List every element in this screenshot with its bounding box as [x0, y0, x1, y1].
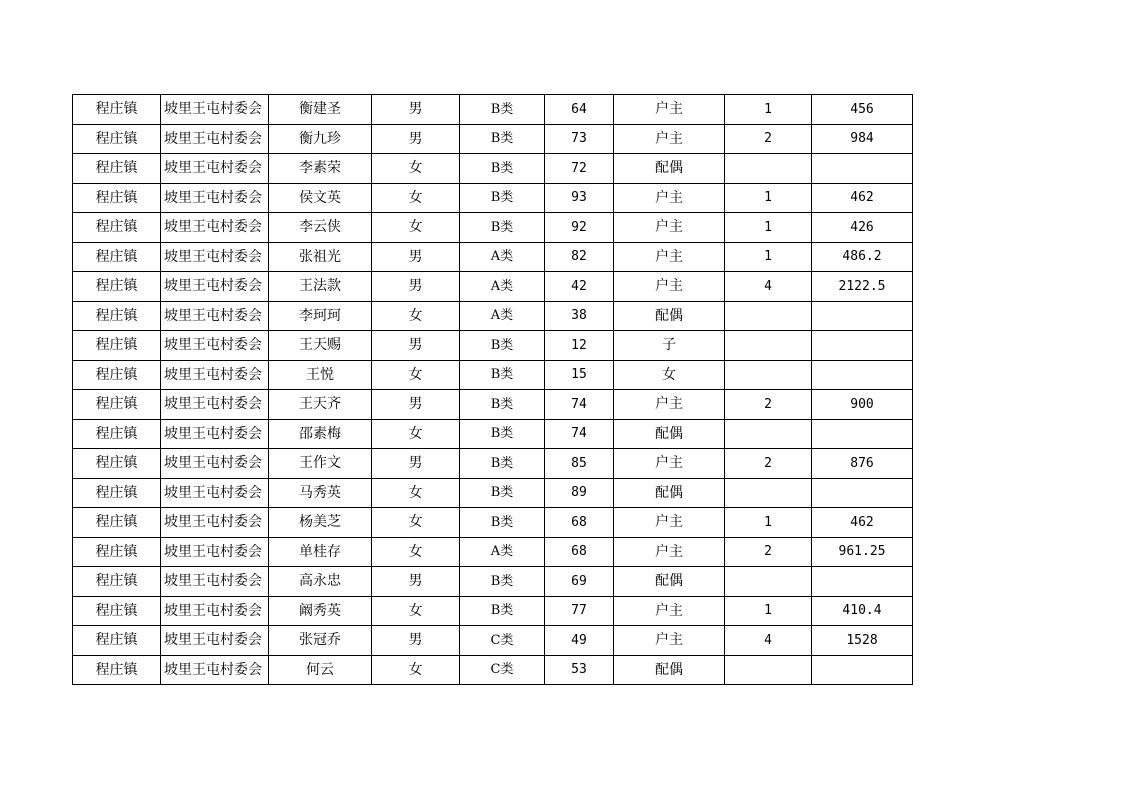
table-row — [73, 419, 913, 449]
cell-amount: 876 — [812, 449, 913, 479]
cell-amount: 486.2 — [812, 242, 913, 272]
cell-category: A类 — [460, 242, 545, 272]
cell-amount: 426 — [812, 213, 913, 243]
cell-town: 程庄镇 — [73, 655, 161, 685]
cell-relation: 配偶 — [614, 655, 725, 685]
cell-town: 程庄镇 — [73, 508, 161, 538]
cell-age: 85 — [545, 449, 614, 479]
table-row — [73, 508, 913, 538]
cell-gender: 女 — [372, 360, 460, 390]
cell-age: 74 — [545, 419, 614, 449]
cell-town: 程庄镇 — [73, 301, 161, 331]
cell-name: 王天齐 — [269, 390, 372, 420]
cell-relation: 配偶 — [614, 419, 725, 449]
cell-category: B类 — [460, 419, 545, 449]
cell-household-size: 1 — [725, 242, 812, 272]
cell-age: 42 — [545, 272, 614, 302]
cell-amount: 900 — [812, 390, 913, 420]
cell-household-size: 2 — [725, 124, 812, 154]
cell-town: 程庄镇 — [73, 360, 161, 390]
cell-village: 坡里王屯村委会 — [161, 301, 269, 331]
cell-household-size: 2 — [725, 537, 812, 567]
table-row — [73, 124, 913, 154]
cell-village: 坡里王屯村委会 — [161, 596, 269, 626]
cell-household-size — [725, 301, 812, 331]
cell-town: 程庄镇 — [73, 537, 161, 567]
cell-village: 坡里王屯村委会 — [161, 655, 269, 685]
cell-town: 程庄镇 — [73, 626, 161, 656]
cell-age: 49 — [545, 626, 614, 656]
cell-village: 坡里王屯村委会 — [161, 390, 269, 420]
cell-name: 杨美芝 — [269, 508, 372, 538]
cell-age: 74 — [545, 390, 614, 420]
cell-age: 72 — [545, 154, 614, 184]
cell-household-size: 1 — [725, 596, 812, 626]
table-row — [73, 272, 913, 302]
cell-gender: 男 — [372, 567, 460, 597]
cell-amount — [812, 154, 913, 184]
table-row — [73, 626, 913, 656]
cell-relation: 户主 — [614, 537, 725, 567]
cell-age: 15 — [545, 360, 614, 390]
cell-household-size — [725, 478, 812, 508]
cell-town: 程庄镇 — [73, 419, 161, 449]
cell-relation: 户主 — [614, 95, 725, 125]
cell-category: B类 — [460, 213, 545, 243]
cell-household-size: 1 — [725, 213, 812, 243]
cell-name: 单桂存 — [269, 537, 372, 567]
cell-town: 程庄镇 — [73, 124, 161, 154]
table-row — [73, 596, 913, 626]
cell-category: B类 — [460, 390, 545, 420]
cell-name: 李云侠 — [269, 213, 372, 243]
cell-amount: 961.25 — [812, 537, 913, 567]
cell-village: 坡里王屯村委会 — [161, 360, 269, 390]
cell-age: 38 — [545, 301, 614, 331]
table-row — [73, 95, 913, 125]
cell-name: 王天赐 — [269, 331, 372, 361]
cell-name: 侯文英 — [269, 183, 372, 213]
cell-village: 坡里王屯村委会 — [161, 449, 269, 479]
cell-category: B类 — [460, 183, 545, 213]
table-row — [73, 154, 913, 184]
cell-name: 衡建圣 — [269, 95, 372, 125]
cell-household-size — [725, 360, 812, 390]
cell-relation: 女 — [614, 360, 725, 390]
cell-gender: 女 — [372, 655, 460, 685]
cell-town: 程庄镇 — [73, 390, 161, 420]
cell-age: 68 — [545, 537, 614, 567]
cell-gender: 男 — [372, 242, 460, 272]
cell-gender: 女 — [372, 183, 460, 213]
table-row — [73, 449, 913, 479]
table-row — [73, 213, 913, 243]
cell-name: 王作文 — [269, 449, 372, 479]
cell-village: 坡里王屯村委会 — [161, 567, 269, 597]
cell-village: 坡里王屯村委会 — [161, 183, 269, 213]
cell-amount: 410.4 — [812, 596, 913, 626]
cell-household-size: 2 — [725, 449, 812, 479]
cell-village: 坡里王屯村委会 — [161, 626, 269, 656]
cell-gender: 女 — [372, 508, 460, 538]
cell-household-size: 4 — [725, 272, 812, 302]
cell-category: B类 — [460, 95, 545, 125]
cell-village: 坡里王屯村委会 — [161, 154, 269, 184]
cell-household-size: 1 — [725, 95, 812, 125]
table-row — [73, 301, 913, 331]
cell-age: 73 — [545, 124, 614, 154]
cell-household-size — [725, 567, 812, 597]
cell-age: 93 — [545, 183, 614, 213]
cell-household-size — [725, 154, 812, 184]
table-body — [73, 95, 913, 685]
cell-category: B类 — [460, 360, 545, 390]
cell-gender: 女 — [372, 419, 460, 449]
cell-amount — [812, 419, 913, 449]
cell-village: 坡里王屯村委会 — [161, 331, 269, 361]
table-row — [73, 183, 913, 213]
cell-amount: 462 — [812, 183, 913, 213]
cell-age: 69 — [545, 567, 614, 597]
cell-gender: 女 — [372, 301, 460, 331]
cell-name: 邵素梅 — [269, 419, 372, 449]
roster-table — [72, 94, 913, 685]
cell-village: 坡里王屯村委会 — [161, 95, 269, 125]
cell-amount: 2122.5 — [812, 272, 913, 302]
cell-village: 坡里王屯村委会 — [161, 478, 269, 508]
cell-category: B类 — [460, 508, 545, 538]
cell-household-size: 1 — [725, 183, 812, 213]
cell-name: 张冠乔 — [269, 626, 372, 656]
cell-category: B类 — [460, 331, 545, 361]
cell-town: 程庄镇 — [73, 449, 161, 479]
cell-relation: 户主 — [614, 213, 725, 243]
cell-town: 程庄镇 — [73, 183, 161, 213]
cell-gender: 男 — [372, 449, 460, 479]
cell-amount: 984 — [812, 124, 913, 154]
cell-relation: 户主 — [614, 596, 725, 626]
cell-town: 程庄镇 — [73, 272, 161, 302]
cell-name: 李珂珂 — [269, 301, 372, 331]
cell-town: 程庄镇 — [73, 154, 161, 184]
cell-household-size — [725, 331, 812, 361]
cell-amount: 456 — [812, 95, 913, 125]
cell-age: 68 — [545, 508, 614, 538]
cell-category: B类 — [460, 567, 545, 597]
cell-village: 坡里王屯村委会 — [161, 508, 269, 538]
cell-household-size — [725, 655, 812, 685]
cell-relation: 户主 — [614, 449, 725, 479]
cell-age: 64 — [545, 95, 614, 125]
cell-relation: 配偶 — [614, 301, 725, 331]
cell-gender: 女 — [372, 154, 460, 184]
table-row — [73, 390, 913, 420]
cell-relation: 户主 — [614, 124, 725, 154]
table-row — [73, 360, 913, 390]
cell-category: B类 — [460, 478, 545, 508]
cell-category: B类 — [460, 124, 545, 154]
cell-village: 坡里王屯村委会 — [161, 213, 269, 243]
cell-category: A类 — [460, 301, 545, 331]
cell-village: 坡里王屯村委会 — [161, 537, 269, 567]
cell-relation: 户主 — [614, 508, 725, 538]
cell-gender: 女 — [372, 213, 460, 243]
cell-name: 何云 — [269, 655, 372, 685]
cell-amount: 462 — [812, 508, 913, 538]
cell-gender: 男 — [372, 331, 460, 361]
table-row — [73, 655, 913, 685]
cell-gender: 女 — [372, 537, 460, 567]
cell-household-size: 4 — [725, 626, 812, 656]
cell-amount — [812, 478, 913, 508]
cell-relation: 户主 — [614, 242, 725, 272]
cell-age: 77 — [545, 596, 614, 626]
table-row — [73, 478, 913, 508]
cell-category: B类 — [460, 596, 545, 626]
cell-relation: 户主 — [614, 626, 725, 656]
cell-age: 89 — [545, 478, 614, 508]
cell-category: C类 — [460, 655, 545, 685]
cell-village: 坡里王屯村委会 — [161, 419, 269, 449]
cell-category: B类 — [460, 449, 545, 479]
table-row — [73, 331, 913, 361]
cell-gender: 女 — [372, 596, 460, 626]
cell-name: 王法款 — [269, 272, 372, 302]
cell-amount: 1528 — [812, 626, 913, 656]
cell-town: 程庄镇 — [73, 478, 161, 508]
cell-gender: 男 — [372, 626, 460, 656]
cell-village: 坡里王屯村委会 — [161, 272, 269, 302]
cell-age: 53 — [545, 655, 614, 685]
table-row — [73, 567, 913, 597]
cell-relation: 户主 — [614, 390, 725, 420]
table-row — [73, 242, 913, 272]
cell-name: 李素荣 — [269, 154, 372, 184]
cell-relation: 户主 — [614, 183, 725, 213]
cell-household-size — [725, 419, 812, 449]
cell-name: 张祖光 — [269, 242, 372, 272]
cell-gender: 男 — [372, 272, 460, 302]
cell-village: 坡里王屯村委会 — [161, 242, 269, 272]
cell-category: A类 — [460, 537, 545, 567]
cell-name: 马秀英 — [269, 478, 372, 508]
cell-household-size: 2 — [725, 390, 812, 420]
cell-gender: 女 — [372, 478, 460, 508]
cell-amount — [812, 360, 913, 390]
cell-town: 程庄镇 — [73, 95, 161, 125]
cell-category: B类 — [460, 154, 545, 184]
cell-relation: 户主 — [614, 272, 725, 302]
cell-gender: 男 — [372, 124, 460, 154]
cell-name: 阚秀英 — [269, 596, 372, 626]
cell-age: 82 — [545, 242, 614, 272]
cell-amount — [812, 331, 913, 361]
cell-gender: 男 — [372, 390, 460, 420]
cell-category: C类 — [460, 626, 545, 656]
cell-name: 王悦 — [269, 360, 372, 390]
cell-amount — [812, 655, 913, 685]
cell-gender: 男 — [372, 95, 460, 125]
cell-category: A类 — [460, 272, 545, 302]
cell-town: 程庄镇 — [73, 213, 161, 243]
cell-amount — [812, 301, 913, 331]
cell-name: 高永忠 — [269, 567, 372, 597]
cell-town: 程庄镇 — [73, 331, 161, 361]
cell-relation: 配偶 — [614, 154, 725, 184]
cell-age: 12 — [545, 331, 614, 361]
table-row — [73, 537, 913, 567]
cell-village: 坡里王屯村委会 — [161, 124, 269, 154]
cell-town: 程庄镇 — [73, 567, 161, 597]
cell-name: 衡九珍 — [269, 124, 372, 154]
cell-age: 92 — [545, 213, 614, 243]
cell-household-size: 1 — [725, 508, 812, 538]
cell-relation: 配偶 — [614, 567, 725, 597]
cell-town: 程庄镇 — [73, 596, 161, 626]
cell-relation: 子 — [614, 331, 725, 361]
cell-amount — [812, 567, 913, 597]
cell-relation: 配偶 — [614, 478, 725, 508]
cell-town: 程庄镇 — [73, 242, 161, 272]
